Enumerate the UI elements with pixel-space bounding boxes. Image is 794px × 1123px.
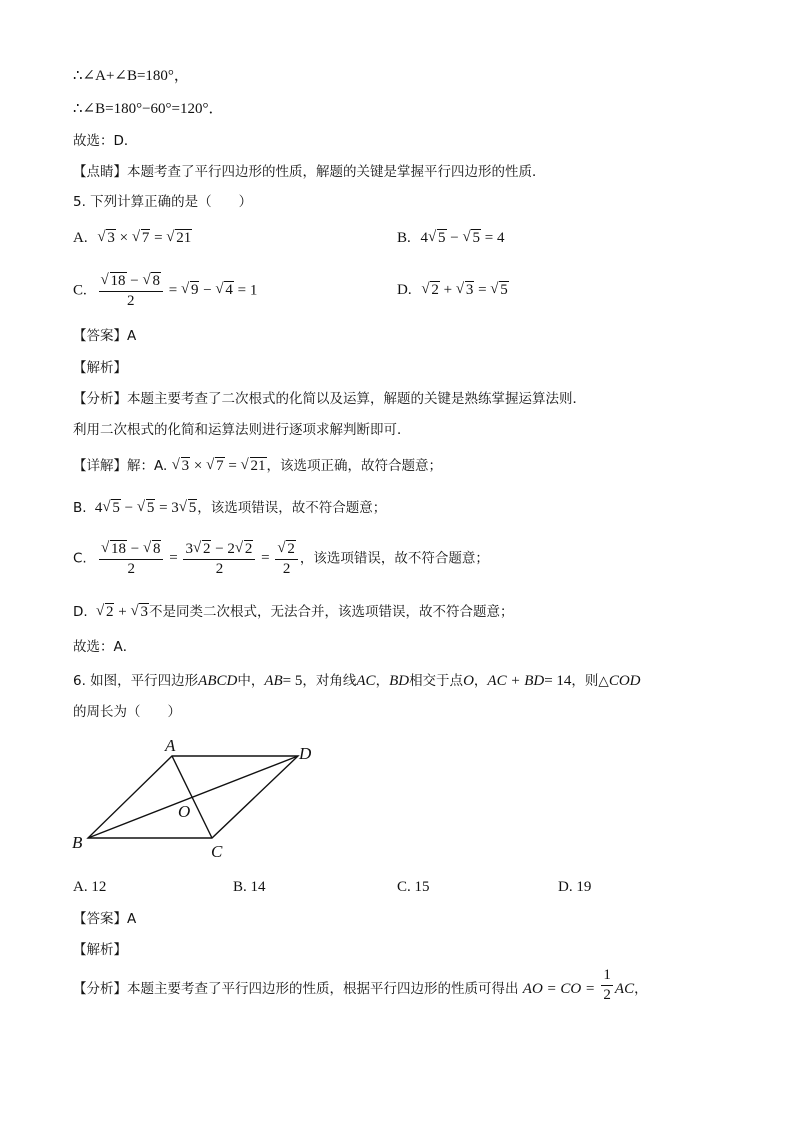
vertex-label-d: D [299, 744, 312, 763]
q5-analysis-tag: 【解析】 [73, 360, 127, 376]
q5-detail-d: D. √ 2 + √ 3不是同类二次根式，无法合并，该选项错误，故不符合题意； [73, 602, 513, 622]
parallelogram-figure [60, 728, 330, 868]
q5-option-a-label: A. [73, 230, 88, 246]
q6-stem-cod: COD [608, 673, 641, 689]
q5-detail-b-prefix: B. [73, 500, 87, 516]
q6-fenxi-formula-den: 2 [603, 987, 611, 1003]
q5-fenxi-tag: 【分析】 [73, 391, 127, 407]
q5-fenxi-text-2: 利用二次根式的化简和运算法则进行逐项求解判断即可． [73, 422, 411, 438]
q6-stem-part-4: ， [375, 673, 390, 689]
q5-option-d: D. √ 2 + √ 3 = √ 5 [397, 280, 509, 300]
q6-stem-ab-value: = 5 [282, 673, 303, 689]
q6-analysis-tag: 【解析】 [73, 942, 127, 958]
proof-line-1: ∴∠A+∠B=180°， [73, 68, 189, 84]
q6-stem-part-2: 中， [237, 673, 265, 689]
q5-detail-tag: 【详解】 [73, 458, 127, 474]
q6-stem-ac: AC [356, 673, 376, 689]
q5-answer [73, 326, 136, 346]
q6-answer [73, 909, 136, 929]
dianjing-text: 本题考查了平行四边形的性质，解题的关键是掌握平行四边形的性质． [127, 164, 546, 180]
dianjing-line [73, 162, 546, 182]
q5-option-b: B. 4√ 5 − √ 5 = 4 [397, 228, 504, 248]
q6-stem-part-7: ，则△ [571, 673, 609, 689]
q5-option-a: A. √ 3 × √ 7 = √ 21 [73, 228, 192, 248]
q5-answer-tag: 【答案】 [73, 328, 127, 344]
choose-line-q4: 故选：D． [73, 133, 138, 149]
q5-option-d-label: D. [397, 282, 412, 298]
vertex-label-a: A [165, 736, 176, 755]
q6-stem-part-5: 相交于点 [409, 673, 464, 689]
q5-fenxi-text: 本题主要考查了二次根式的化简以及运算，解题的关键是熟练掌握运算法则． [127, 391, 586, 407]
q5-detail-d-suffix: 不是同类二次根式，无法合并，该选项错误，故不符合题意； [148, 604, 514, 620]
vertex-label-o: O [178, 802, 191, 821]
q6-fenxi-formula-rhs: AC [614, 981, 635, 997]
q5-option-c-label: C. [73, 282, 87, 299]
q5-answer-value: A [127, 328, 137, 344]
q6-answer-tag: 【答案】 [73, 911, 127, 927]
q6-stem-part-1: 6. 如图，平行四边形 [73, 673, 199, 689]
q5-choose: 故选：A． [73, 639, 137, 655]
q6-fenxi [73, 967, 648, 1004]
q5-detail-c-suffix: ，该选项错误，故不符合题意； [299, 550, 489, 567]
q6-stem-part-6: ， [473, 673, 488, 689]
q6-stem-part-3: ，对角线 [302, 673, 357, 689]
q5-fenxi [73, 389, 586, 409]
vertex-label-b: B [72, 833, 83, 852]
q5-option-b-label: B. [397, 230, 411, 246]
q6-stem-line-2: 的周长为（ ） [73, 704, 181, 720]
q6-stem-ab: AB [264, 673, 283, 689]
q6-stem-bd: BD [389, 673, 410, 689]
q6-option-c: C. 15 [397, 879, 430, 895]
q6-option-d: D. 19 [558, 879, 592, 895]
q6-stem-sum: AC + BD [487, 673, 545, 689]
proof-line-2: ∴∠B=180°−60°=120°． [73, 101, 224, 117]
q6-stem-abcd: ABCD [198, 673, 238, 689]
q5-stem: 5. 下列计算正确的是（ ） [73, 194, 253, 210]
q6-option-b: B. 14 [233, 879, 266, 895]
q5-detail-b: B. 4√ 5 − √ 5 = 3√ 5，该选项错误，故不符合题意； [73, 498, 386, 518]
q5-detail-c: C. √ $\frac{18 - √ 8}{2}$ = $\frac{3√ 2 - 2√ 2}{2}$ = √ $\frac{2}{2}$ ，该选项错误，故不符合题意； [73, 540, 489, 578]
q6-fenxi-text: 本题主要考查了平行四边形的性质，根据平行四边形的性质可得出 [127, 981, 519, 997]
q6-fenxi-formula-num: 1 [601, 966, 613, 986]
q5-detail-a-suffix: ，该选项正确，故符合题意； [266, 458, 443, 474]
q6-stem-sum-value: = 14 [544, 673, 572, 689]
q5-detail-d-prefix: D. [73, 604, 88, 620]
q6-fenxi-tag: 【分析】 [73, 981, 127, 997]
q6-stem [73, 671, 640, 691]
q6-fenxi-formula-lhs: AO = CO = [522, 981, 596, 997]
q6-option-a: A. 12 [73, 879, 107, 895]
q5-detail-a: 【详解】解：A. √ 3 × √ 7 = √ 21，该选项正确，故符合题意； [73, 456, 442, 476]
q5-detail-c-prefix: C. [73, 550, 87, 567]
q5-option-c: C. √ $\frac{18 - √ 8}{2}$ = √ 9 − √ 4 = 1 [73, 272, 257, 310]
q6-stem-o: O [463, 673, 474, 689]
diagonal-bd [88, 756, 298, 838]
vertex-label-c: C [211, 842, 223, 861]
q5-detail-a-prefix: 解：A. [127, 458, 168, 474]
q5-detail-b-suffix: ，该选项错误，故不符合题意； [197, 500, 387, 516]
dianjing-tag: 【点睛】 [73, 164, 127, 180]
q6-fenxi-end: ， [634, 981, 648, 997]
q6-answer-value: A [127, 911, 137, 927]
